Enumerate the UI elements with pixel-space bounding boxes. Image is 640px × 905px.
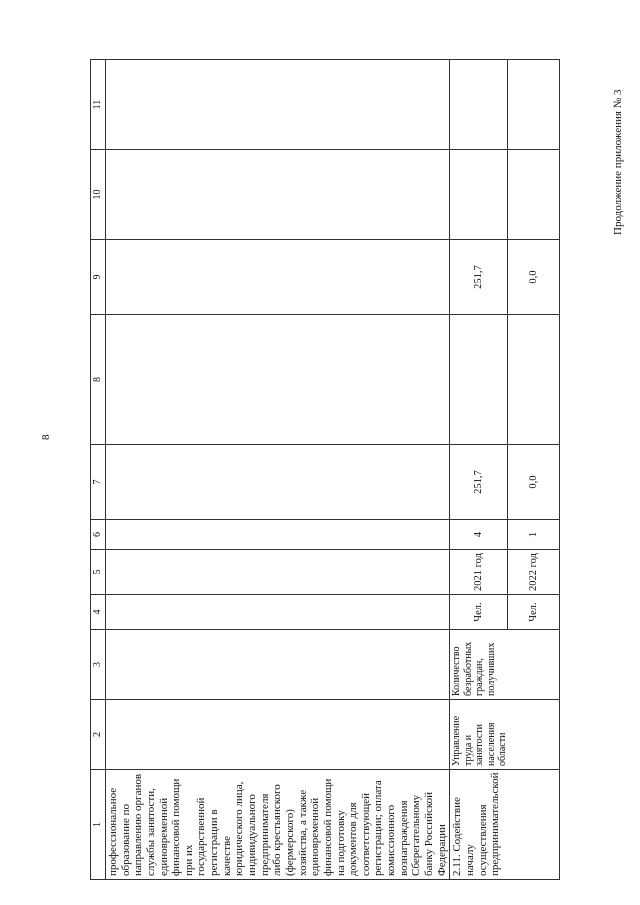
- empty-cell: [106, 445, 450, 520]
- funding-total-cell: 251,7: [450, 445, 508, 520]
- empty-cell: [106, 60, 450, 150]
- year-cell: 2021 год: [450, 550, 508, 595]
- table-row: [450, 60, 508, 880]
- empty-cell: [106, 700, 450, 770]
- header-num-2: 2: [91, 700, 106, 770]
- page-number: 8: [40, 434, 52, 440]
- funding-source-cell: 251,7: [450, 240, 508, 315]
- measure-title-cell: 2.11. Содействие началу осуществления предпринимательской: [450, 770, 560, 880]
- indicator-name-cell: Количество безработных граждан, получивших: [450, 630, 560, 700]
- header-num-3: 3: [91, 630, 106, 700]
- empty-cell: [106, 150, 450, 240]
- year-cell: 2022 год: [508, 550, 560, 595]
- empty-cell: [106, 595, 450, 630]
- header-num-6: 6: [91, 520, 106, 550]
- header-num-9: 9: [91, 240, 106, 315]
- header-num-10: 10: [91, 150, 106, 240]
- indicator-value-cell: 1: [508, 520, 560, 550]
- appendix-continuation-note: Продолжение приложения № 3: [612, 89, 624, 235]
- rotated-table-page: [90, 60, 560, 880]
- empty-cell: [508, 60, 560, 150]
- program-table: [90, 59, 560, 880]
- empty-cell: [450, 315, 508, 445]
- header-num-5: 5: [91, 550, 106, 595]
- measure-description-cell: профессиональное образование по направлению органов службы занятости, единовременной финансовой помощи при их государственной регистрации в качестве юридического лица, индивидуального предпринимателя либо крестьянского (фермерского) хозяйства, а также единовременной финансовой помощи на подготовку документов для соответствующей регистрации; оплата комиссионного вознаграждения Сберегательному банку Российской Федерации: [106, 770, 450, 880]
- header-num-8: 8: [91, 315, 106, 445]
- indicator-value-cell: 4: [450, 520, 508, 550]
- header-num-11: 11: [91, 60, 106, 150]
- header-num-1: 1: [91, 770, 106, 880]
- empty-cell: [106, 630, 450, 700]
- empty-cell: [106, 520, 450, 550]
- empty-cell: [508, 315, 560, 445]
- empty-cell: [450, 60, 508, 150]
- unit-cell: Чел.: [508, 595, 560, 630]
- empty-cell: [450, 150, 508, 240]
- funding-source-cell: 0,0: [508, 240, 560, 315]
- empty-cell: [508, 150, 560, 240]
- header-num-4: 4: [91, 595, 106, 630]
- responsible-executor-cell: Управление труда и занятости населения области: [450, 700, 560, 770]
- unit-cell: Чел.: [450, 595, 508, 630]
- header-number-row: [91, 60, 106, 880]
- empty-cell: [106, 550, 450, 595]
- header-num-7: 7: [91, 445, 106, 520]
- table-row: [106, 60, 450, 880]
- empty-cell: [106, 240, 450, 315]
- empty-cell: [106, 315, 450, 445]
- funding-total-cell: 0,0: [508, 445, 560, 520]
